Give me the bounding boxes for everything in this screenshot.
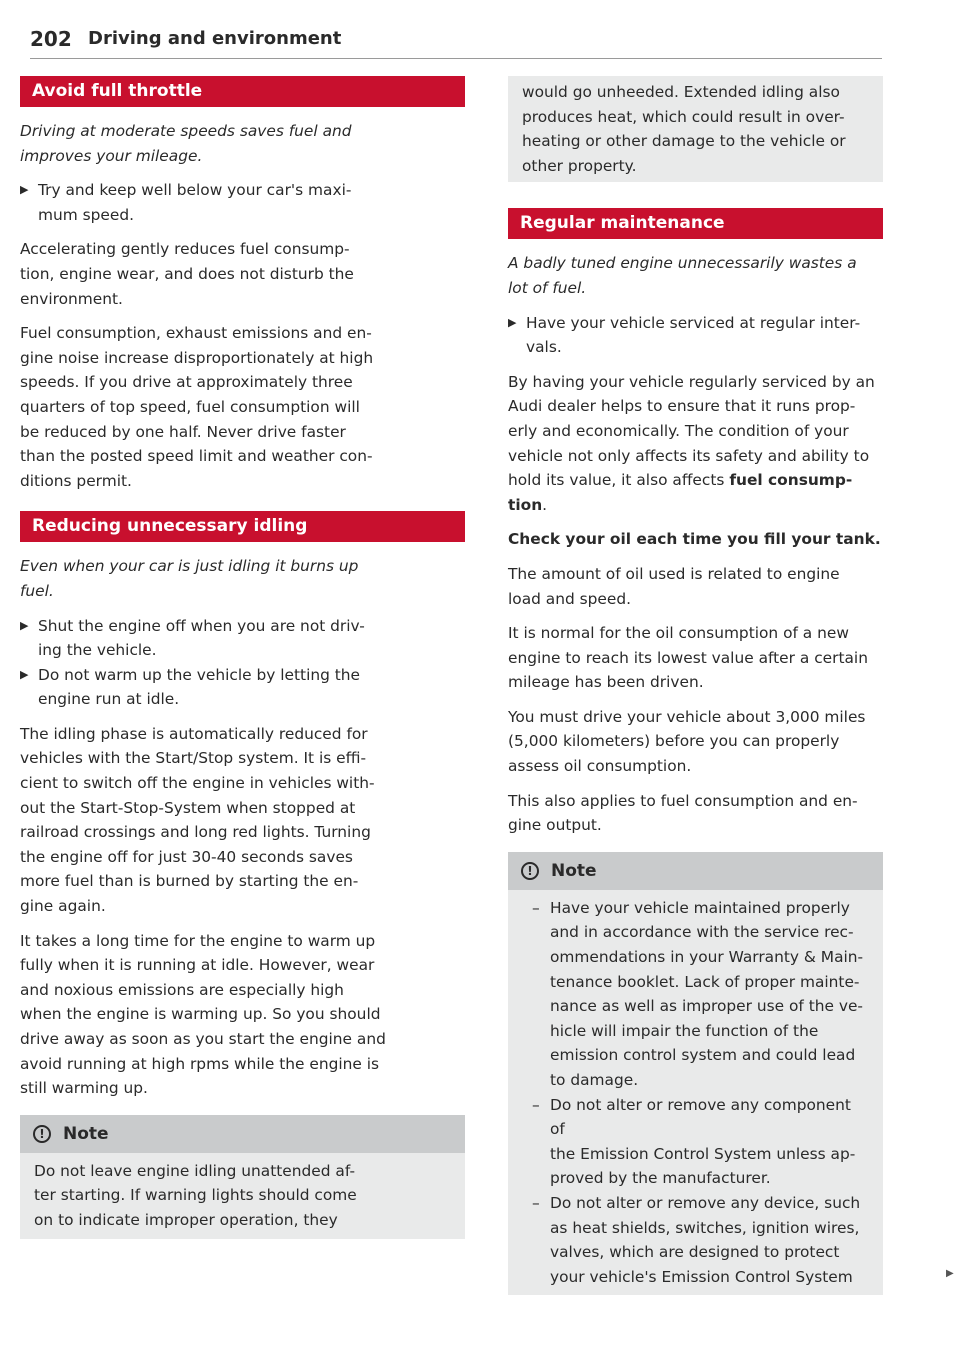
text-line: environment. — [20, 289, 123, 308]
text-line: Fuel consumption, exhaust emissions and en- — [20, 324, 372, 343]
text-line: avoid running at high rpms while the engine is — [20, 1054, 380, 1073]
text-line: Have your vehicle maintained properly — [550, 898, 850, 917]
text-line: ommendations in your Warranty & Main- — [550, 948, 864, 967]
paragraph — [508, 621, 883, 695]
text-line: on to indicate improper operation, they — [34, 1210, 338, 1229]
text-line: to damage. — [550, 1071, 639, 1089]
text-line: engine to reach its lowest value after a certain — [508, 648, 868, 667]
text-line: fuel. — [20, 581, 54, 600]
text-line: vehicle not only affects its safety and ability to — [508, 446, 870, 465]
bold-term: tion — [508, 495, 543, 514]
text-line: improves your mileage. — [20, 146, 203, 165]
text-line: Have your vehicle serviced at regular inter- — [526, 313, 861, 332]
paragraph — [20, 237, 465, 311]
text-line: The idling phase is automatically reduced for — [20, 724, 368, 743]
text-line: assess oil consumption. — [508, 757, 692, 776]
note-label: Note — [551, 860, 597, 881]
right-column — [508, 76, 883, 1295]
text-line: tion, engine wear, and does not disturb the — [20, 264, 354, 283]
text-line: out the Start-Stop-System when stopped at — [20, 798, 356, 817]
text-line: other property. — [522, 156, 637, 175]
text-line: ditions permit. — [20, 471, 132, 490]
text-line: Driving at moderate speeds saves fuel and — [20, 122, 352, 140]
text-line: ter starting. If warning lights should come — [34, 1186, 357, 1205]
text-line: speeds. If you drive at approximately three — [20, 373, 353, 392]
triangle-right-icon: ▶ — [20, 618, 29, 632]
text-line: be reduced by one half. Never drive faster — [20, 422, 346, 441]
text-line: Do not alter or remove any component of — [550, 1095, 851, 1139]
paragraph — [508, 370, 883, 518]
text-line: Shut the engine off when you are not driv- — [38, 616, 365, 635]
section-title-avoid-full-throttle: Avoid full throttle — [20, 76, 465, 107]
text-line: It is normal for the oil consumption of a new — [508, 624, 849, 643]
text-line: By having your vehicle regularly serviced by an — [508, 372, 875, 391]
text-line: Accelerating gently reduces fuel consump- — [20, 240, 350, 259]
note-item: – Have your vehicle maintained properly and in accordance with the service rec- ommendations in your Warranty & Main- tenance booklet. Lack of proper mainte- nance as well as improper use of the ve- hicle will impair the function of the emission control system and could lead to damage. — [522, 896, 869, 1093]
text-line: Do not alter or remove any device, such — [550, 1193, 861, 1212]
page-number: 202 — [30, 27, 72, 51]
text-line: You must drive your vehicle about 3,000 miles — [508, 707, 866, 726]
bullet-item — [20, 663, 465, 712]
note-body — [20, 1153, 465, 1239]
intro-reducing-idling — [20, 554, 465, 603]
text-fragment: . — [542, 495, 548, 514]
exclamation-circle-icon: ! — [521, 862, 539, 880]
section-title-regular-maintenance: Regular maintenance — [508, 208, 883, 239]
text-line: quarters of top speed, fuel consumption will — [20, 397, 360, 416]
bullet-item — [20, 178, 465, 227]
text-line: ing the vehicle. — [38, 641, 157, 660]
text-line: the engine off for just 30-40 seconds saves — [20, 847, 353, 866]
paragraph — [508, 705, 883, 779]
note-box — [508, 852, 883, 1296]
text-line: more fuel than is burned by starting the en- — [20, 872, 359, 891]
text-line: vehicles with the Start/Stop system. It is effi- — [20, 749, 367, 768]
text-line: gine again. — [20, 897, 106, 916]
triangle-right-icon: ▶ — [508, 315, 517, 329]
text-line: mum speed. — [38, 205, 135, 224]
text-line: still warming up. — [20, 1079, 148, 1098]
text-line: than the posted speed limit and weather con- — [20, 447, 373, 466]
paragraph — [508, 789, 883, 838]
page-header — [30, 22, 882, 59]
text-line: engine run at idle. — [38, 690, 180, 709]
text-line: erly and economically. The condition of your — [508, 421, 849, 440]
text-line: fully when it is running at idle. However, wear — [20, 956, 375, 975]
note-continuation — [508, 76, 883, 182]
paragraph — [20, 929, 465, 1101]
text-line: produces heat, which could result in over- — [522, 107, 845, 126]
text-line: Do not warm up the vehicle by letting the — [38, 665, 361, 684]
text-line: proved by the manufacturer. — [550, 1169, 771, 1188]
text-line: A badly tuned engine unnecessarily wastes a — [508, 254, 857, 273]
text-line: load and speed. — [508, 589, 632, 608]
section-title-reducing-idling: Reducing unnecessary idling — [20, 511, 465, 542]
left-column — [20, 76, 465, 1239]
text-line: railroad crossings and long red lights. Turning — [20, 823, 371, 842]
text-line: It takes a long time for the engine to warm up — [20, 931, 376, 950]
intro-avoid-full-throttle — [20, 119, 465, 168]
text-line: Try and keep well below your car's maxi- — [38, 181, 352, 200]
text-line: lot of fuel. — [508, 278, 587, 297]
note-label: Note — [63, 1123, 109, 1144]
note-header — [508, 852, 883, 890]
text-line: Audi dealer helps to ensure that it runs prop- — [508, 397, 856, 416]
text-line: tenance booklet. Lack of proper mainte- — [550, 972, 860, 991]
text-line: The amount of oil used is related to engine — [508, 564, 840, 583]
text-line: the Emission Control System unless ap- — [550, 1144, 856, 1163]
text-line: cient to switch off the engine in vehicles with- — [20, 774, 375, 793]
note-header — [20, 1115, 465, 1153]
text-fragment: hold its value, it also affects — [508, 471, 730, 490]
note-body — [508, 890, 883, 1296]
text-line: as heat shields, switches, ignition wires, — [550, 1218, 860, 1237]
subheading-check-oil: Check your oil each time you fill your tank. — [508, 530, 881, 549]
triangle-right-icon: ▶ — [20, 667, 29, 681]
text-line: hicle will impair the function of the — [550, 1021, 819, 1040]
text-line — [508, 468, 883, 493]
note-item: – Do not alter or remove any device, such as heat shields, switches, ignition wires, valves, which are designed to protect your vehicle's Emission Control System — [522, 1191, 869, 1289]
bullet-item — [508, 311, 883, 360]
paragraph — [20, 722, 465, 919]
text-line: valves, which are designed to protect — [550, 1243, 840, 1262]
paragraph — [508, 562, 883, 611]
text-line: Even when your car is just idling it burns up — [20, 557, 359, 576]
intro-regular-maintenance — [508, 251, 883, 300]
paragraph — [20, 321, 465, 493]
exclamation-circle-icon: ! — [33, 1125, 51, 1143]
text-line: heating or other damage to the vehicle or — [522, 132, 846, 151]
text-line: gine noise increase disproportionately at high — [20, 348, 374, 367]
text-line: would go unheeded. Extended idling also — [522, 83, 840, 101]
running-title: Driving and environment — [88, 28, 342, 49]
text-line: nance as well as improper use of the ve- — [550, 997, 863, 1016]
text-line: when the engine is warming up. So you should — [20, 1005, 381, 1024]
bullet-item — [20, 614, 465, 663]
text-line: mileage has been driven. — [508, 673, 704, 692]
text-line: emission control system and could lead — [550, 1046, 856, 1065]
text-line: your vehicle's Emission Control System — [550, 1267, 853, 1286]
text-line: (5,000 kilometers) before you can properly — [508, 732, 840, 751]
triangle-right-icon: ▶ — [946, 1268, 954, 1279]
text-line: and noxious emissions are especially high — [20, 980, 344, 999]
text-line: vals. — [526, 338, 562, 357]
text-line: Do not leave engine idling unattended af- — [34, 1161, 355, 1180]
text-line: and in accordance with the service rec- — [550, 923, 854, 942]
text-line: drive away as soon as you start the engine and — [20, 1030, 386, 1048]
bold-term: fuel consump- — [729, 471, 853, 490]
text-line: This also applies to fuel consumption and en- — [508, 791, 858, 810]
text-line — [508, 493, 883, 518]
triangle-right-icon: ▶ — [20, 183, 29, 197]
note-item: – Do not alter or remove any component of the Emission Control System unless ap- proved by the manufacturer. — [522, 1093, 869, 1191]
text-line: gine output. — [508, 816, 602, 835]
note-box — [20, 1115, 465, 1239]
